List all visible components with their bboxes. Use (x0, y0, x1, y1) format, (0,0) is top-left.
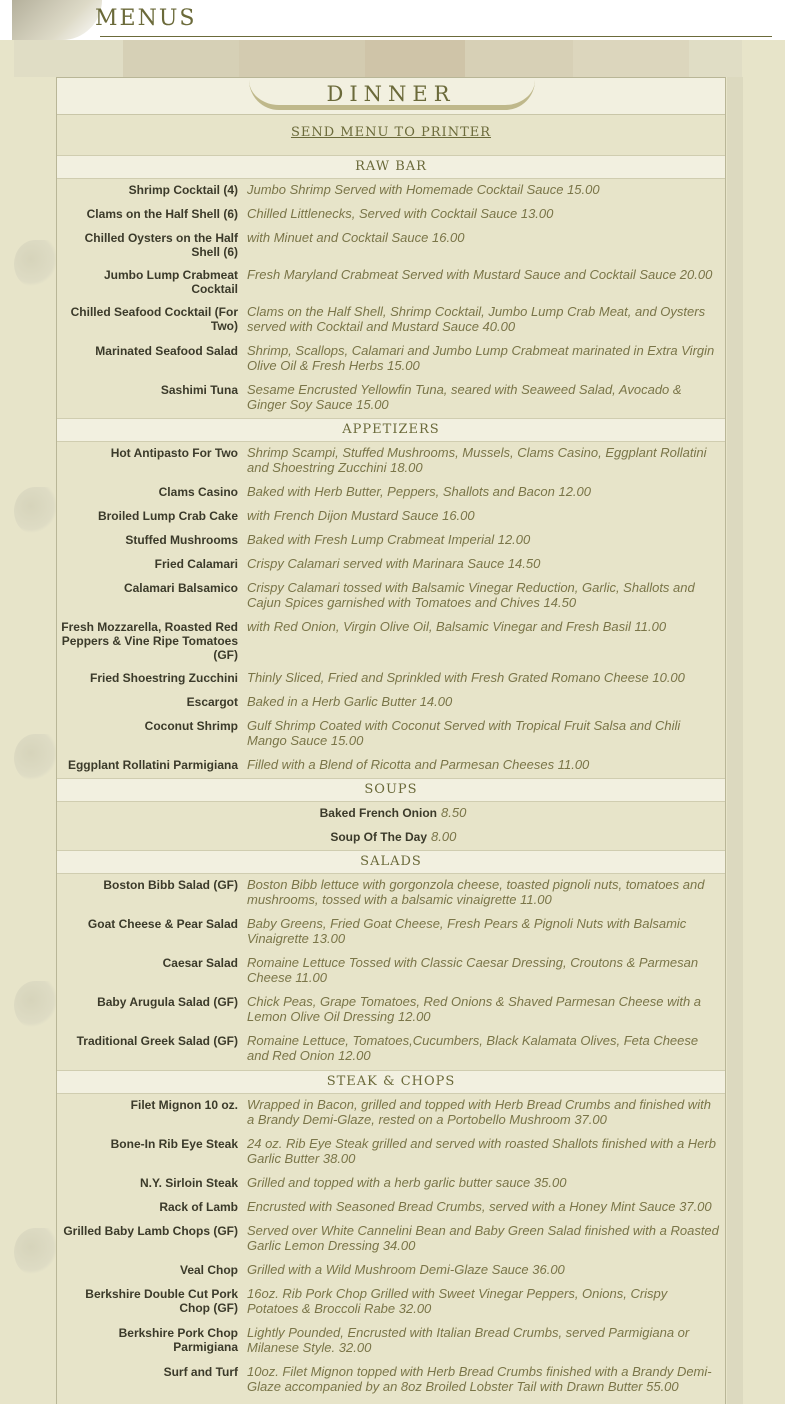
menu-item-name: Goat Cheese & Pear Salad (87, 917, 238, 931)
menu-item-desc: Grilled and topped with a herb garlic butter sauce 35.00 (247, 1175, 567, 1190)
menu-item-desc: Jumbo Shrimp Served with Homemade Cocktail Sauce 15.00 (247, 182, 600, 197)
leaf-ornament-icon (14, 1228, 56, 1276)
menu-item-name: Fresh Mozzarella, Roasted Red Peppers & Vine Ripe Tomatoes (GF) (61, 620, 238, 662)
site-header (0, 0, 785, 40)
nav-tab[interactable] (573, 40, 689, 77)
header-divider (100, 36, 772, 37)
section-header-raw-bar: RAW BAR (57, 155, 725, 179)
menu-item-name: Baked French Onion (319, 806, 437, 820)
menu-item-name: Escargot (186, 695, 238, 709)
menu-item-name: Coconut Shrimp (144, 719, 238, 733)
menu-item-desc: Chick Peas, Grape Tomatoes, Red Onions & Shaved Parmesan Cheese with a Lemon Olive Oil Dressing 12.00 (247, 994, 702, 1024)
menu-item-name: Chilled Seafood Cocktail (For Two) (70, 305, 238, 333)
menu-item-desc: Romaine Lettuce Tossed with Classic Caesar Dressing, Croutons & Parmesan Cheese 11.00 (247, 955, 699, 985)
menu-item-desc: 24 oz. Rib Eye Steak grilled and served with roasted Shallots finished with a Herb Garlic Butter 38.00 (247, 1136, 716, 1166)
section-header-steak-chops: STEAK & CHOPS (57, 1070, 725, 1094)
leaf-ornament-icon (14, 981, 56, 1029)
menu-item-desc: Served over White Cannelini Bean and Baby Green Salad finished with a Roasted Garlic Lemon Dressing 34.00 (247, 1223, 719, 1253)
menu-item-desc: Lightly Pounded, Encrusted with Italian Bread Crumbs, served Parmigiana or Milanese Style. 32.00 (247, 1325, 690, 1355)
menu-item-desc: with Minuet and Cocktail Sauce 16.00 (247, 230, 465, 245)
menu-item-desc: Chilled Littlenecks, Served with Cocktail Sauce 13.00 (247, 206, 554, 221)
menu-item-desc: Gulf Shrimp Coated with Coconut Served with Tropical Fruit Salsa and Chili Mango Sauce 15.00 (247, 718, 681, 748)
menu-item-name: Caesar Salad (162, 956, 238, 970)
dinner-banner (57, 77, 725, 115)
menu-item-desc: Crispy Calamari tossed with Balsamic Vinegar Reduction, Garlic, Shallots and Cajun Spices garnished with Tomatoes and Chives 14.50 (247, 580, 695, 610)
menu-item-name: Jumbo Lump Crabmeat Cocktail (103, 268, 238, 296)
menu-item-desc: with Red Onion, Virgin Olive Oil, Balsamic Vinegar and Fresh Basil 11.00 (247, 619, 667, 634)
menu-item-price: 8.50 (441, 805, 467, 820)
send-to-printer-link[interactable]: SEND MENU TO PRINTER (290, 125, 492, 140)
menu-item-name: Boston Bibb Salad (GF) (103, 878, 238, 892)
menu-item-name: Broiled Lump Crab Cake (97, 509, 238, 523)
menu-item-name: Fried Calamari (154, 557, 238, 571)
leaf-ornament-icon (14, 734, 56, 782)
menu-item-price: 8.00 (431, 829, 457, 844)
section-header-soups: SOUPS (57, 778, 725, 802)
menu-item-name: Stuffed Mushrooms (125, 533, 238, 547)
menu-item-desc: Crispy Calamari served with Marinara Sauce 14.50 (247, 556, 541, 571)
menu-item-desc: Grilled with a Wild Mushroom Demi-Glaze Sauce 36.00 (247, 1262, 565, 1277)
right-border-band (727, 77, 743, 1404)
menu-item-desc: Thinly Sliced, Fried and Sprinkled with Fresh Grated Romano Cheese 10.00 (247, 670, 685, 685)
menu-item-desc: Filled with a Blend of Ricotta and Parmesan Cheeses 11.00 (247, 757, 590, 772)
menu-item-desc: Romaine Lettuce, Tomatoes,Cucumbers, Black Kalamata Olives, Feta Cheese and Red Onion 12.00 (247, 1033, 699, 1063)
page-title: MENUS (95, 6, 197, 31)
lobster-logo-icon (12, 0, 102, 40)
menu-item-name: Calamari Balsamico (123, 581, 238, 595)
menu-item-name: Clams Casino (158, 485, 238, 499)
menu-item-name: Grilled Baby Lamb Chops (GF) (63, 1224, 238, 1238)
menu-item-name: Chilled Oysters on the Half Shell (6) (84, 231, 238, 259)
menu-item-name: Baby Arugula Salad (GF) (97, 995, 238, 1009)
nav-strip (14, 40, 742, 77)
menu-item-desc: Wrapped in Bacon, grilled and topped with Herb Bread Crumbs and finished with a Brandy Demi-Glaze, rested on a Portobello Mushroom 37.00 (247, 1097, 711, 1127)
menu-item-desc: Baby Greens, Fried Goat Cheese, Fresh Pears & Pignoli Nuts with Balsamic Vinaigrette 13.00 (247, 916, 687, 946)
menu-panel (56, 77, 726, 1404)
menu-item-name: Clams on the Half Shell (6) (86, 207, 238, 221)
section-header-salads: SALADS (57, 850, 725, 874)
menu-item-desc: with French Dijon Mustard Sauce 16.00 (247, 508, 475, 523)
menu-item-desc: Encrusted with Seasoned Bread Crumbs, served with a Honey Mint Sauce 37.00 (247, 1199, 712, 1214)
menu-item-name: N.Y. Sirloin Steak (139, 1176, 238, 1190)
menu-item-name: Eggplant Rollatini Parmigiana (67, 758, 238, 772)
menu-item-desc: Sesame Encrusted Yellowfin Tuna, seared with Seaweed Salad, Avocado & Ginger Soy Sauce 15.00 (247, 382, 682, 412)
menu-item-name: Veal Chop (179, 1263, 238, 1277)
menu-item-desc: Fresh Maryland Crabmeat Served with Mustard Sauce and Cocktail Sauce 20.00 (247, 267, 713, 282)
menu-item-name: Hot Antipasto For Two (110, 446, 238, 460)
menu-item-name: Rack of Lamb (159, 1200, 238, 1214)
menu-item-name: Berkshire Pork Chop Parmigiana (118, 1326, 238, 1354)
menu-item-desc: Boston Bibb lettuce with gorgonzola cheese, toasted pignoli nuts, tomatoes and mushrooms, tossed with a balsamic vinaigrette 11.00 (247, 877, 705, 907)
nav-tab[interactable] (239, 40, 365, 77)
menu-item-desc: Clams on the Half Shell, Shrimp Cocktail, Jumbo Lump Crab Meat, and Oysters served with Cocktail and Mustard Sauce 40.00 (247, 304, 706, 334)
menu-item-name: Marinated Seafood Salad (95, 344, 238, 358)
menu-item-desc: Shrimp, Scallops, Calamari and Jumbo Lump Crabmeat marinated in Extra Virgin Olive Oil & Fresh Herbs 15.00 (247, 343, 715, 373)
menu-title: DINNER (326, 82, 456, 106)
section-header-appetizers: APPETIZERS (57, 418, 725, 442)
menu-item-desc: Baked with Fresh Lump Crabmeat Imperial 12.00 (247, 532, 531, 547)
menu-item-name: Bone-In Rib Eye Steak (110, 1137, 238, 1151)
nav-tab[interactable] (465, 40, 573, 77)
menu-item-desc: Shrimp Scampi, Stuffed Mushrooms, Mussels, Clams Casino, Eggplant Rollatini and Shoestring Zucchini 18.00 (247, 445, 707, 475)
menu-item-name: Filet Mignon 10 oz. (130, 1098, 238, 1112)
menu-item-name: Traditional Greek Salad (GF) (76, 1034, 238, 1048)
menu-item-name: Surf and Turf (163, 1365, 238, 1379)
nav-tab[interactable] (689, 40, 742, 77)
menu-item-desc: Baked with Herb Butter, Peppers, Shallots and Bacon 12.00 (247, 484, 591, 499)
menu-item-desc: 10oz. Filet Mignon topped with Herb Bread Crumbs finished with a Brandy Demi-Glaze accompanied by an 8oz Broiled Lobster Tail with Drawn Butter 55.00 (247, 1364, 712, 1394)
menu-item-name: Soup Of The Day (330, 830, 427, 844)
leaf-ornament-icon (14, 240, 56, 288)
menu-item-name: Shrimp Cocktail (4) (128, 183, 238, 197)
leaf-ornament-icon (14, 487, 56, 535)
menu-item-desc: Baked in a Herb Garlic Butter 14.00 (247, 694, 453, 709)
nav-tab[interactable] (123, 40, 239, 77)
menu-item-desc: 16oz. Rib Pork Chop Grilled with Sweet Vinegar Peppers, Onions, Crispy Potatoes & Broccoli Rabe 32.00 (247, 1286, 668, 1316)
nav-tab[interactable] (365, 40, 465, 77)
menu-item-name: Berkshire Double Cut Pork Chop (GF) (85, 1287, 238, 1315)
menu-item-name: Fried Shoestring Zucchini (89, 671, 238, 685)
menu-item-name: Sashimi Tuna (160, 383, 238, 397)
nav-tab[interactable] (14, 40, 123, 77)
